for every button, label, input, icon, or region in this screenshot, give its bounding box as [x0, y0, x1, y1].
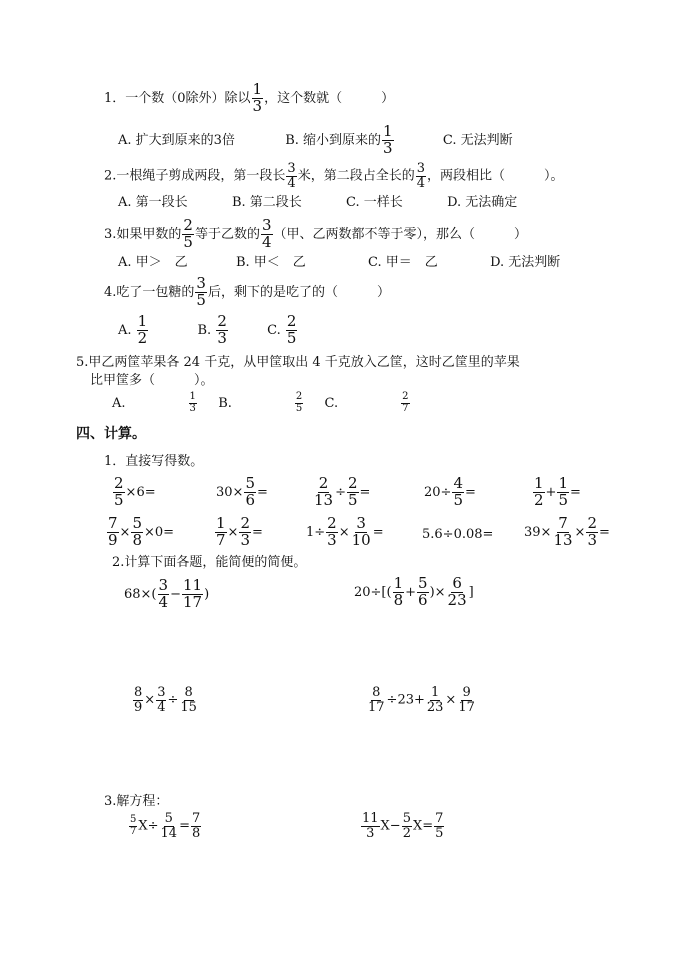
calc-expr-4: $\frac{8}{17}$ ÷23+ $\frac{1}{23}$ × $\frac{9}{17}$ — [368, 685, 475, 715]
fraction: $\frac{5}{6}$ — [418, 574, 428, 609]
fraction: $\frac{2}{5}$ — [286, 312, 297, 347]
fraction: $\frac{1}{23}$ — [426, 685, 444, 715]
direct-expr-8: 1÷ $\frac{2}{3}$ × $\frac{3}{10}$ = — [306, 514, 384, 549]
q1-options — [118, 124, 513, 157]
direct-expr-4: 20÷ $\frac{4}{5}$ = — [424, 474, 476, 509]
fraction: $\frac{2}{7}$ — [402, 391, 409, 414]
fraction: $\frac{5}{6}$ — [245, 474, 255, 509]
fraction: $\frac{8}{15}$ — [180, 685, 197, 715]
fraction: $\frac{2}{3}$ — [217, 312, 227, 347]
direct-expr-3: $\frac{2}{13}$ ÷ $\frac{2}{5}$ = — [314, 474, 371, 509]
q5-option-a[interactable]: A. $\frac{1}{3}$ — [112, 391, 196, 414]
direct-expr-7: $\frac{1}{7}$ × $\frac{2}{3}$ = — [216, 514, 263, 549]
fraction: $\frac{1}{8}$ — [393, 574, 404, 609]
direct-expr-5: $\frac{1}{2}$ + $\frac{1}{5}$ = — [534, 474, 581, 509]
direct-expr-1: $\frac{2}{5}$ ×6= — [114, 474, 156, 509]
q3-option-b[interactable]: B. 甲＜ 乙 — [235, 255, 306, 270]
q3-stem: 3.如果甲数的 $\frac{2}{5}$ 等于乙数的 $\frac{3}{4}$ （甲、乙两数都不等于零），那么（ ） — [104, 216, 528, 251]
fraction: $\frac{2}{3}$ — [240, 514, 250, 549]
equation-1: $\frac{5}{7}$ X÷ $\frac{5}{14}$ = $\frac{7}{8}$ — [130, 811, 201, 841]
part1-title: 1．直接写得数。 — [104, 454, 204, 469]
fraction: $\frac{5}{7}$ — [130, 814, 137, 837]
fraction: $\frac{1}{2}$ — [137, 312, 148, 347]
q1-stem-text-a: 1．一个数（0除外）除以 — [104, 90, 251, 106]
q5-options — [112, 392, 411, 414]
direct-expr-10: 39× $\frac{7}{13}$ × $\frac{2}{3}$ = — [524, 514, 610, 549]
fraction: $\frac{8}{9}$ — [134, 685, 143, 715]
fraction: $\frac{2}{5}$ — [348, 474, 358, 509]
q4-option-c[interactable]: C. $\frac{2}{5}$ — [267, 312, 297, 347]
fraction: $\frac{3}{4}$ — [157, 685, 166, 715]
q4-stem: 4.吃了一包糖的 $\frac{3}{5}$ 后，剩下的是吃了的（ ） — [104, 274, 390, 309]
q3-option-a[interactable]: A. 甲＞ 乙 — [118, 255, 188, 270]
fraction: $\frac{1}{5}$ — [558, 474, 568, 509]
direct-expr-6: $\frac{7}{9}$ × $\frac{5}{8}$ ×0= — [108, 514, 175, 549]
fraction: $\frac{7}{8}$ — [191, 811, 201, 841]
q2-option-d[interactable]: D. 无法确定 — [447, 195, 518, 210]
q3-option-d[interactable]: D. 无法判断 — [490, 255, 561, 270]
q2-option-c[interactable]: C. 一样长 — [346, 195, 403, 210]
q3-options — [118, 256, 560, 269]
q2-stem: 2.一根绳子剪成两段，第一段长 $\frac{3}{4}$ 米，第二段占全长的 $\frac{3}{4}$ ，两段相比（ ）。 — [104, 161, 564, 191]
fraction: $\frac{1}{7}$ — [216, 514, 226, 549]
fraction: $\frac{6}{23}$ — [447, 574, 467, 609]
calc-expr-2: 20÷[( $\frac{1}{8}$ + $\frac{5}{6}$ )× $\frac{6}{23}$ ] — [354, 574, 474, 609]
part3-title: 3.解方程： — [104, 794, 169, 809]
direct-expr-9: 5.6÷0.08= — [422, 527, 494, 542]
section-heading: 四、计算。 — [76, 426, 146, 442]
fraction: $\frac{5}{8}$ — [132, 514, 142, 549]
q1-stem — [104, 82, 394, 115]
fraction: $\frac{7}{9}$ — [108, 514, 118, 549]
fraction: $\frac{7}{13}$ — [553, 514, 573, 549]
equation-2: $\frac{11}{3}$ X− $\frac{5}{2}$ X= $\frac{7}{5}$ — [362, 811, 444, 841]
fraction: $\frac{2}{3}$ — [587, 514, 597, 549]
fraction: $\frac{1}{3}$ — [383, 122, 393, 157]
q1-option-a[interactable]: A. 扩大到原来的3倍 — [118, 132, 235, 148]
fraction: $\frac{2}{5}$ — [114, 474, 124, 509]
q3-option-c[interactable]: C. 甲＝ 乙 — [368, 255, 438, 270]
calc-expr-3: $\frac{8}{9}$ × $\frac{3}{4}$ ÷ $\frac{8}{15}$ — [134, 685, 197, 715]
fraction: $\frac{7}{5}$ — [435, 811, 444, 841]
fraction: $\frac{3}{5}$ — [196, 274, 206, 309]
fraction: $\frac{5}{14}$ — [160, 811, 178, 841]
fraction: $\frac{3}{4}$ — [158, 576, 169, 611]
q1-option-b[interactable]: B. 缩小到原来的 $\frac{1}{3}$ — [285, 122, 393, 157]
fraction: $\frac{2}{5}$ — [183, 216, 193, 251]
q1-option-c[interactable]: C. 无法判断 — [442, 132, 513, 148]
q5-option-b[interactable]: B. $\frac{2}{5}$ — [218, 391, 303, 414]
q2-options — [118, 196, 517, 209]
q5-stem-line2: 比甲筐多（ ）。 — [90, 373, 214, 388]
fraction: $\frac{11}{3}$ — [362, 811, 379, 841]
q1-stem-text-b: ，这个数就（ ） — [264, 90, 395, 106]
part2-title: 2.计算下面各题，能简便的简便。 — [112, 555, 307, 570]
q2-option-b[interactable]: B. 第二段长 — [231, 195, 302, 210]
fraction: $\frac{9}{17}$ — [458, 685, 475, 715]
q4-option-b[interactable]: B. $\frac{2}{3}$ — [197, 312, 227, 347]
fraction: $\frac{3}{4}$ — [287, 161, 296, 191]
fraction: $\frac{3}{4}$ — [261, 216, 272, 251]
fraction: $\frac{1}{3}$ — [252, 80, 263, 115]
fraction: $\frac{8}{17}$ — [368, 685, 385, 715]
fraction: $\frac{3}{10}$ — [351, 514, 371, 549]
fraction: $\frac{1}{2}$ — [534, 474, 544, 509]
q5-option-c[interactable]: C. $\frac{2}{7}$ — [324, 391, 409, 414]
calc-expr-1: 68×( $\frac{3}{4}$ − $\frac{11}{17}$ ) — [124, 576, 210, 611]
q4-options — [118, 314, 298, 347]
fraction: $\frac{11}{17}$ — [182, 576, 203, 611]
fraction: $\frac{2}{5}$ — [295, 391, 303, 414]
fraction: $\frac{4}{5}$ — [453, 474, 463, 509]
fraction: $\frac{3}{4}$ — [416, 161, 425, 191]
q2-option-a[interactable]: A. 第一段长 — [118, 195, 188, 210]
fraction: $\frac{5}{2}$ — [402, 811, 411, 841]
q5-stem-line1: 5.甲乙两筐苹果各 24 千克，从甲筐取出 4 千克放入乙筐，这时乙筐里的苹果 — [76, 355, 520, 370]
fraction: $\frac{2}{3}$ — [327, 514, 337, 549]
fraction: $\frac{1}{3}$ — [189, 391, 196, 414]
direct-expr-2: 30× $\frac{5}{6}$ = — [216, 474, 268, 509]
fraction: $\frac{2}{13}$ — [314, 474, 334, 509]
q4-option-a[interactable]: A. $\frac{1}{2}$ — [118, 312, 148, 347]
